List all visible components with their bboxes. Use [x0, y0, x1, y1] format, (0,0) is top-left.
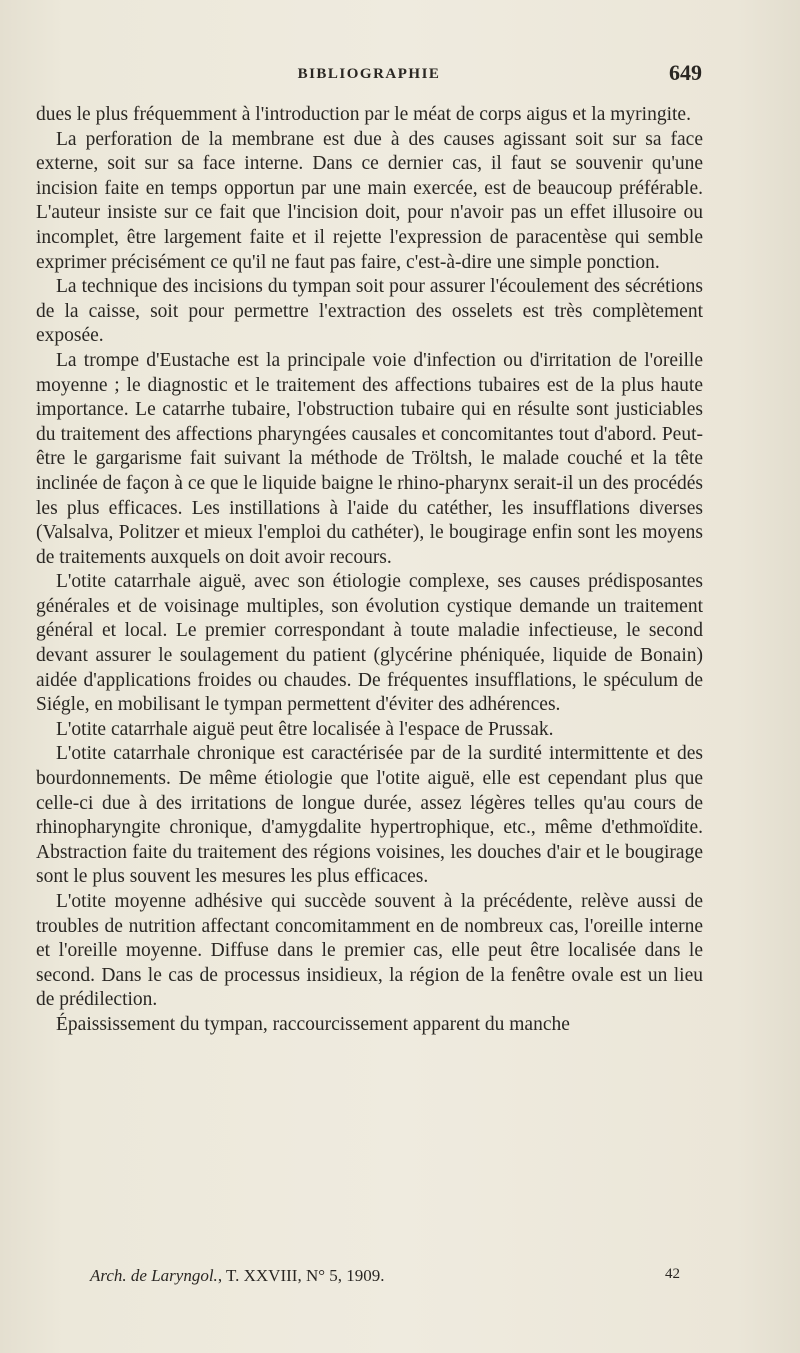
paragraph: L'otite catarrhale aiguë, avec son étiologie complexe, ses causes prédisposantes générales et de voisinage multiples, son évolution cystique demande un traitement général et local. Le premier correspondant à toute maladie infectieuse, le second devant assurer le soulagement du patient (glycérine phéniquée, liquide de Bonain) aidée d'applications froides ou chaudes. De fréquentes insufflations, le spéculum de Siégle, en mobilisant le tympan permettent d'éviter des adhérences.	[36, 571, 703, 716]
paragraph: dues le plus fréquemment à l'introduction par le méat de corps aigus et la myringite.	[36, 104, 691, 125]
journal-name: Arch. de Laryngol.	[90, 1266, 218, 1285]
running-head: BIBLIOGRAPHIE	[297, 66, 441, 82]
page-number: 649	[669, 60, 702, 85]
paragraph: L'otite catarrhale aiguë peut être localisée à l'espace de Prussak.	[56, 718, 554, 740]
paragraph: L'otite moyenne adhésive qui succède souvent à la précédente, relève aussi de troubles de nutrition affectant concomitamment en de nombreux cas, l'oreille interne et l'oreille moyenne. Diffuse dans le premier cas, elle peut être localisée dans le second. Dans le cas de processus insidieux, la région de la fenêtre ovale est un lieu de prédilection.	[36, 891, 703, 1011]
signature-mark: 42	[665, 1266, 680, 1282]
journal-volume: , T. XXVIII, N° 5, 1909.	[217, 1266, 385, 1285]
body-text	[36, 103, 703, 1038]
page-header	[36, 60, 702, 90]
page-footer	[90, 1266, 680, 1286]
journal-citation	[90, 1266, 385, 1285]
paragraph: Épaississement du tympan, raccourcissement apparent du manche	[56, 1013, 570, 1035]
paragraph: La perforation de la membrane est due à des causes agissant soit sur sa face externe, soit sur sa face interne. Dans ce dernier cas, il faut se souvenir qu'une incision faite en temps opportun par une main exercée, est de beaucoup préférable. L'auteur insiste sur ce fait que l'incision doit, pour n'avoir pas un effet illusoire ou incomplet, être largement faite et il rejette l'expression de paracentèse qui semble exprimer précisément ce qu'il ne faut pas faire, c'est-à-dire une simple ponction.	[36, 128, 703, 273]
paragraph: La trompe d'Eustache est la principale voie d'infection ou d'irritation de l'oreille moyenne ; le diagnostic et le traitement des affections tubaires est de la plus haute importance. Le catarrhe tubaire, l'obstruction tubaire qui en résulte sont justiciables du traitement des affections pharyngées causales et concomitantes tout d'abord. Peut-être le gargarisme fait suivant la méthode de Tröltsh, le malade couché et la tête inclinée de façon à ce que le liquide baigne le rhino-pharynx serait-il un des procédés les plus efficaces. Les instillations à l'aide du catéther, les insufflations diverses (Valsalva, Politzer et mieux l'emploi du cathéter), le bougirage enfin sont les moyens de traitements auxquels on doit avoir recours.	[36, 349, 703, 568]
paragraph: L'otite catarrhale chronique est caractérisée par de la surdité intermittente et des bourdonnements. De même étiologie que l'otite aiguë, elle est cependant plus que celle-ci due à des irritations de longue durée, assez légères telles qu'au cours de rhinopharyngite chronique, d'amygdalite hypertrophique, etc., même d'ethmoïdite. Abstraction faite du traitement des régions voisines, les douches d'air et le bougirage sont le plus souvent les mesures les plus efficaces.	[36, 743, 703, 888]
paragraph: La technique des incisions du tympan soit pour assurer l'écoulement des sécrétions de la caisse, soit pour permettre l'extraction des osselets est très complètement exposée.	[36, 276, 703, 347]
